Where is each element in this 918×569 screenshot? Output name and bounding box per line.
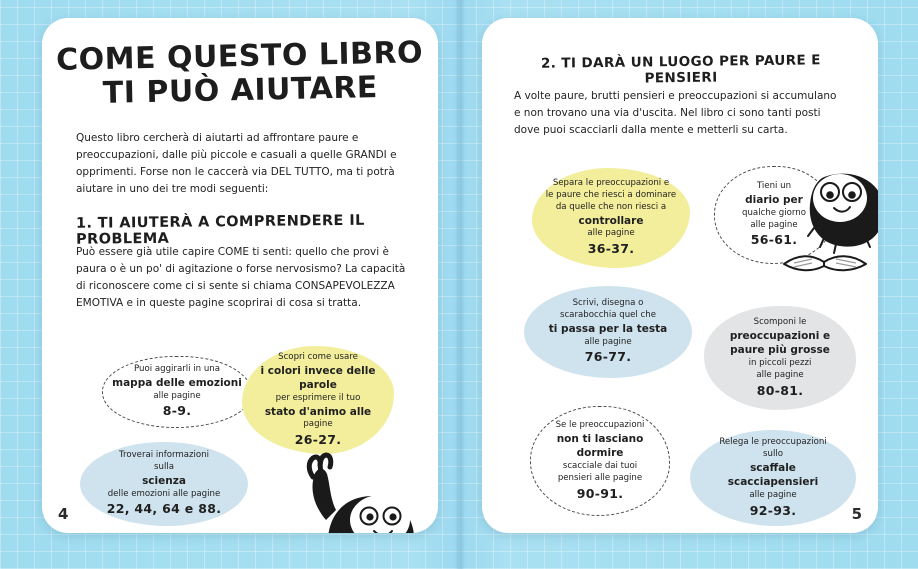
callout-line: dormire [576, 447, 624, 460]
section-1-paragraph: Può essere già utile capire COME ti senti: quello che provi è paura o è un po' di agitazione o forse nervosismo? La capacità di riconoscere come ci si sente si chiama CONSAPEVOLEZZA EMOTIVA e in queste pagine scoprirai di cosa si tratta. [76, 246, 406, 309]
section-heading-2: 2. TI DARÀ UN LUOGO PER PAURE E PENSIERI [540, 52, 821, 87]
waving-monster-illustration [274, 446, 438, 533]
callout-scaffale-scacciapensieri [690, 430, 856, 526]
callout-line: Tieni un [756, 181, 792, 192]
callout-line: i colori invece delle parole [260, 364, 376, 392]
callout-line: scacciapensieri [727, 476, 819, 489]
callout-line: Relega le preoccupazioni [719, 437, 827, 448]
callout-line: Se le preoccupazioni [555, 420, 645, 431]
callout-line: da quelle che non riesci a [555, 202, 667, 213]
callout-colori-stato-danimo [242, 346, 394, 454]
callout-line: qualche giorno [742, 207, 806, 218]
callout-pages: 56-61. [750, 232, 798, 248]
callout-separa-preoccupazioni [532, 168, 690, 268]
callout-pages: 36-37. [587, 241, 635, 257]
page-title [42, 36, 438, 111]
book-gutter [455, 0, 465, 569]
callout-pages: 22, 44, 64 e 88. [106, 501, 222, 517]
callout-non-ti-lasciano-dormire [530, 406, 670, 516]
callout-line: sulla [154, 462, 174, 473]
callout-scomponi-paure [704, 306, 856, 410]
callout-pages: 26-27. [294, 431, 342, 447]
left-page [42, 18, 438, 533]
callout-line: preoccupazioni e [729, 329, 831, 342]
callout-line: Scrivi, disegna o [572, 298, 644, 309]
callout-line: pagine [303, 419, 333, 430]
callout-line: scacciale dai tuoi [562, 460, 638, 471]
callout-line: Scomponi le [753, 317, 807, 328]
callout-scarabocchia-testa [524, 286, 692, 378]
callout-line: in piccoli pezzi [748, 357, 812, 368]
page-number-right: 5 [851, 505, 862, 523]
callout-line: le paure che riesci a dominare [545, 190, 677, 201]
callout-line: Troverai informazioni [118, 450, 209, 461]
callout-line: alle pagine [749, 489, 797, 500]
callout-line: scarabocchia quel che [559, 310, 657, 321]
callout-line: Separa le preoccupazioni e [552, 178, 670, 189]
callout-line: diario per [745, 194, 803, 207]
callout-pages: 92-93. [749, 502, 797, 518]
callout-line: stato d'animo alle [264, 405, 372, 418]
callout-line: scaffale [750, 461, 796, 474]
callout-line: scienza [142, 475, 186, 488]
intro-paragraph: Questo libro cercherà di aiutarti ad affrontare paure e preoccupazioni, dalle più piccole e casuali a quelle GRANDI e opprimenti. Forse non le caccerà via DEL TUTTO, ma ti potrà aiutare in uno dei tre modi seguenti: [76, 132, 397, 195]
callout-pages: 80-81. [756, 382, 804, 398]
section-2-paragraph: A volte paure, brutti pensieri e preoccupazioni si accumulano e non trovano una via d'uscita. Nel libro ci sono tanti posti dove puoi scacciarli dalla mente e metterli su carta. [514, 90, 837, 136]
callout-line: alle pagine [750, 219, 798, 230]
callout-line: alle pagine [587, 228, 635, 239]
callout-pages: 90-91. [576, 485, 624, 501]
page-title-line-1: COME QUESTO LIBRO [55, 35, 424, 78]
callout-line: non ti lasciano [556, 432, 644, 445]
callout-mappa-emozioni [102, 356, 252, 428]
callout-line: alle pagine [584, 336, 632, 347]
callout-line: delle emozioni alle pagine [107, 488, 221, 499]
callout-pages: 8-9. [162, 403, 192, 419]
callout-pages: 76-77. [584, 349, 632, 365]
monster-reading-book-illustration [778, 146, 878, 286]
callout-line: Puoi aggirarli in una [134, 364, 220, 375]
right-page [482, 18, 878, 533]
callout-line: Scopri come usare [278, 351, 358, 362]
callout-line: ti passa per la testa [548, 323, 668, 336]
callout-line: alle pagine [756, 369, 804, 380]
callout-line: mappa delle emozioni [112, 377, 242, 390]
page-number-left: 4 [58, 505, 69, 523]
callout-line: pensieri alle pagine [557, 472, 643, 483]
page-title-line-2: TI PUÒ AIUTARE [102, 69, 379, 111]
section-heading-1: 1. TI AIUTERÀ A COMPRENDERE IL PROBLEMA [75, 212, 365, 248]
callout-line: alle pagine [153, 390, 201, 401]
callout-line: controllare [578, 214, 644, 227]
callout-line: paure più grosse [730, 344, 830, 357]
callout-line: per esprimere il tuo [275, 392, 361, 403]
callout-line: sullo [763, 448, 783, 459]
callout-scienza-emozioni [80, 442, 248, 526]
